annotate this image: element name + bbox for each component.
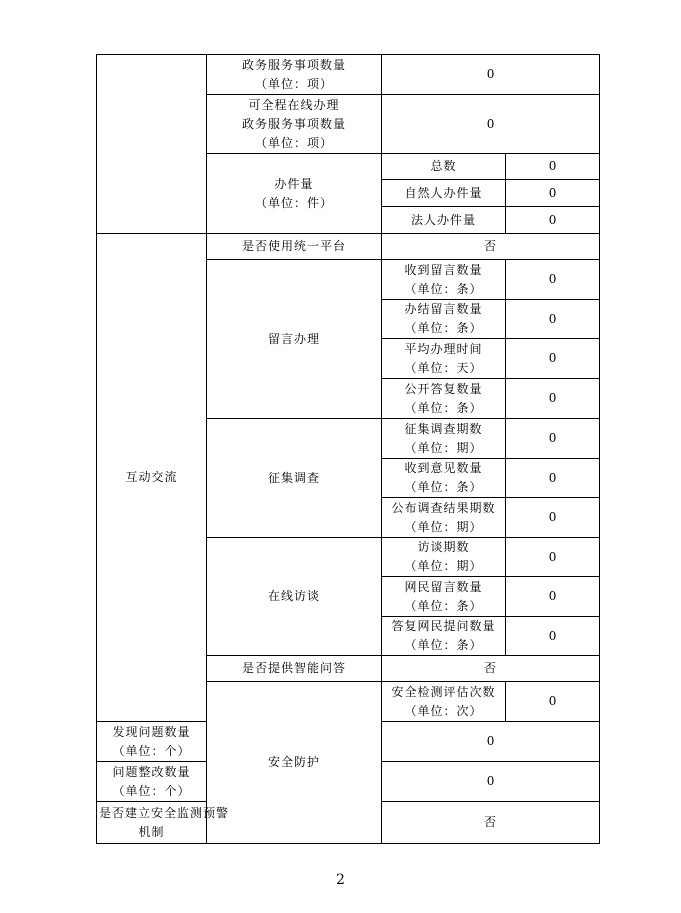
row-label: 可全程在线办理 政务服务事项数量 （单位：项） (207, 95, 382, 154)
row-value: 否 (382, 656, 600, 682)
sub-value: 0 (506, 379, 600, 419)
sub-label: 自然人办件量 (382, 180, 506, 207)
sub-label: 法人办件量 (382, 207, 506, 234)
statistics-table (96, 54, 600, 844)
sub-value: 0 (506, 180, 600, 207)
sub-value: 0 (506, 419, 600, 459)
sub-value: 0 (506, 339, 600, 379)
row-label: 是否提供智能问答 (207, 656, 382, 682)
sub-label: 公开答复数量 （单位：条） (382, 379, 506, 419)
sub-label: 总数 (382, 154, 506, 180)
row-label: 是否使用统一平台 (207, 234, 382, 260)
row-value: 否 (382, 234, 600, 260)
sub-value: 0 (506, 207, 600, 234)
sub-value: 0 (506, 300, 600, 339)
row-label: 是否建立安全监测预警 机制 (97, 802, 207, 844)
page-number: 2 (336, 872, 345, 888)
sub-label: 收到留言数量 （单位：条） (382, 260, 506, 300)
group-label-survey: 征集调查 (207, 419, 382, 538)
sub-value: 0 (506, 260, 600, 300)
category-security: 安全防护 (207, 682, 382, 844)
sub-label: 公布调查结果期数 （单位：期） (382, 498, 506, 538)
sub-value: 0 (506, 459, 600, 498)
sub-label: 答复网民提问数量 （单位：条） (382, 617, 506, 656)
row-value: 0 (506, 682, 600, 722)
sub-label: 征集调查期数 （单位：期） (382, 419, 506, 459)
table-row (97, 55, 600, 95)
row-value: 0 (382, 55, 600, 95)
row-label: 办件量 （单位：件） (207, 154, 382, 234)
row-value: 否 (382, 802, 600, 844)
group-label-messages: 留言办理 (207, 260, 382, 419)
row-value: 0 (382, 95, 600, 154)
sub-value: 0 (506, 538, 600, 577)
row-label: 政务服务事项数量 （单位：项） (207, 55, 382, 95)
row-value: 0 (382, 762, 600, 802)
row-label: 安全检测评估次数 （单位：次） (382, 682, 506, 722)
sub-label: 办结留言数量 （单位：条） (382, 300, 506, 339)
sub-label: 访谈期数 （单位：期） (382, 538, 506, 577)
category-interactive: 互动交流 (97, 234, 207, 722)
row-label: 发现问题数量 （单位：个） (97, 722, 207, 762)
sub-label: 收到意见数量 （单位：条） (382, 459, 506, 498)
sub-value: 0 (506, 154, 600, 180)
sub-value: 0 (506, 498, 600, 538)
sub-label: 网民留言数量 （单位：条） (382, 577, 506, 617)
sub-label: 平均办理时间 （单位：天） (382, 339, 506, 379)
row-label: 问题整改数量 （单位：个） (97, 762, 207, 802)
sub-value: 0 (506, 617, 600, 656)
group-label-interview: 在线访谈 (207, 538, 382, 656)
category-cell-empty (97, 55, 207, 234)
sub-value: 0 (506, 577, 600, 617)
table-row (97, 234, 600, 260)
row-value: 0 (382, 722, 600, 762)
